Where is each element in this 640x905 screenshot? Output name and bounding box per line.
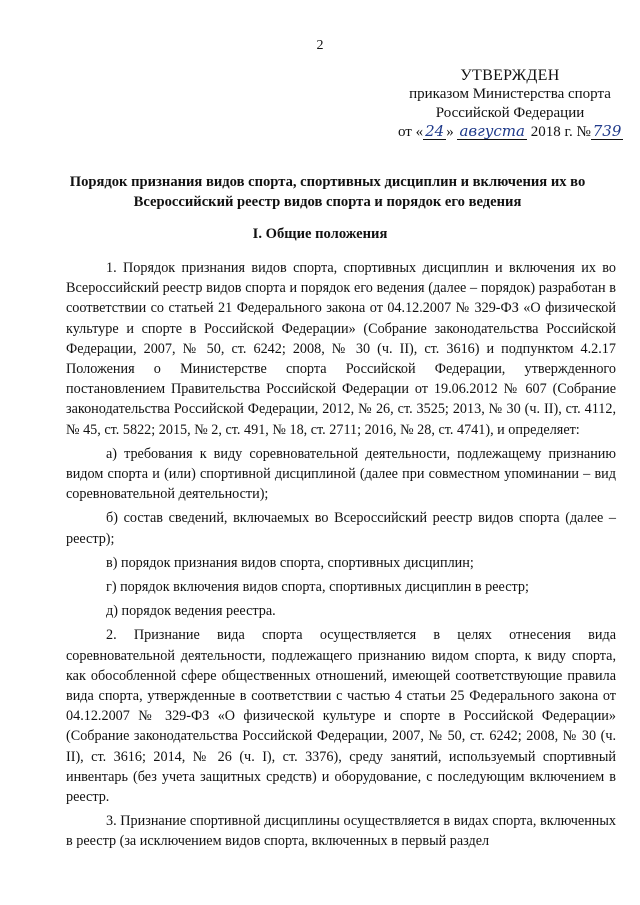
date-prefix: от « (398, 124, 424, 140)
year-text: 2018 г. № (530, 124, 591, 140)
approval-line-2: Российской Федерации (435, 105, 585, 121)
section-heading: I. Общие положения (252, 226, 388, 242)
document-title: Порядок признания видов спорта, спортивных дисциплин и включения их во Всероссийский реестр видов спорта и порядок его ведения (69, 174, 586, 210)
paragraph: в) порядок признания видов спорта, спортивных дисциплин; (106, 554, 474, 571)
approval-stamp (390, 66, 630, 142)
paragraph: а) требования к виду соревновательной деятельности, подлежащему признанию видом спорта и (или) спортивной дисциплиной (далее при совместном упоминании – вид соревновательной деятельности); (66, 445, 616, 503)
page-number: 2 (316, 38, 324, 53)
paragraph: б) состав сведений, включаемых во Всероссийский реестр видов спорта (далее – реестр); (66, 510, 616, 547)
handwritten-order-number: 739 (592, 122, 622, 140)
approval-line-1: приказом Министерства спорта (409, 86, 611, 102)
paragraph: 3. Признание спортивной дисциплины осуществляется в видах спорта, включенных в реестр (за исключением видов спорта, включенных в первый раздел (66, 813, 616, 850)
date-mid: » (446, 124, 454, 140)
approval-title: УТВЕРЖДЕН (460, 67, 560, 84)
handwritten-month: августа (459, 122, 525, 140)
handwritten-day: 24 (425, 122, 445, 140)
paragraph: 2. Признание вида спорта осуществляется в целях отнесения вида соревновательной деятельности, подлежащего признанию видом спорта, к виду спорта, как обособленной сфере общественных отношений, имеющей соответствующие правила вида спорта, утвержденные в соответствии с частью 4 статьи 25 Федерального закона от 04.12.2007 № 329-ФЗ «О физической культуре и спорте в Российской Федерации» (Собрание законодательства Российской Федерации, 2007, № 50, ст. 6242; 2008, № 30 (ч. II), ст. 3616; 2014, № 26 (ч. I), ст. 3376), среду занятий, используемый спортивный инвентарь (без учета защитных средств) и оборудование, с последующим включением в реестр. (66, 627, 616, 806)
paragraph: 1. Порядок признания видов спорта, спортивных дисциплин и включения их во Всероссийский реестр видов спорта и порядок его ведения (далее – порядок) разработан в соответствии со статьей 21 Федерального закона от 04.12.2007 № 329-ФЗ «О физической культуре и спорте в Российской Федерации» (Собрание законодательства Российской Федерации, 2007, № 50, ст. 6242; 2008, № 30 (ч. II), ст. 3616) и подпунктом 4.2.17 Положения о Министерстве спорта Российской Федерации, утвержденного постановлением Правительства Российской Федерации от 19.06.2012 № 607 (Собрание законодательства Российской Федерации, 2012, № 26, ст. 3525; 2013, № 30 (ч. II), ст. 4112, № 45, ст. 5822; 2015, № 2, ст. 491, № 18, ст. 2711; 2016, № 28, ст. 4741), и определяет: (66, 260, 616, 438)
document-body (66, 258, 616, 856)
paragraph: г) порядок включения видов спорта, спортивных дисциплин в реестр; (106, 579, 529, 596)
approval-date-line (390, 123, 630, 142)
paragraph: д) порядок ведения реестра. (106, 603, 276, 620)
